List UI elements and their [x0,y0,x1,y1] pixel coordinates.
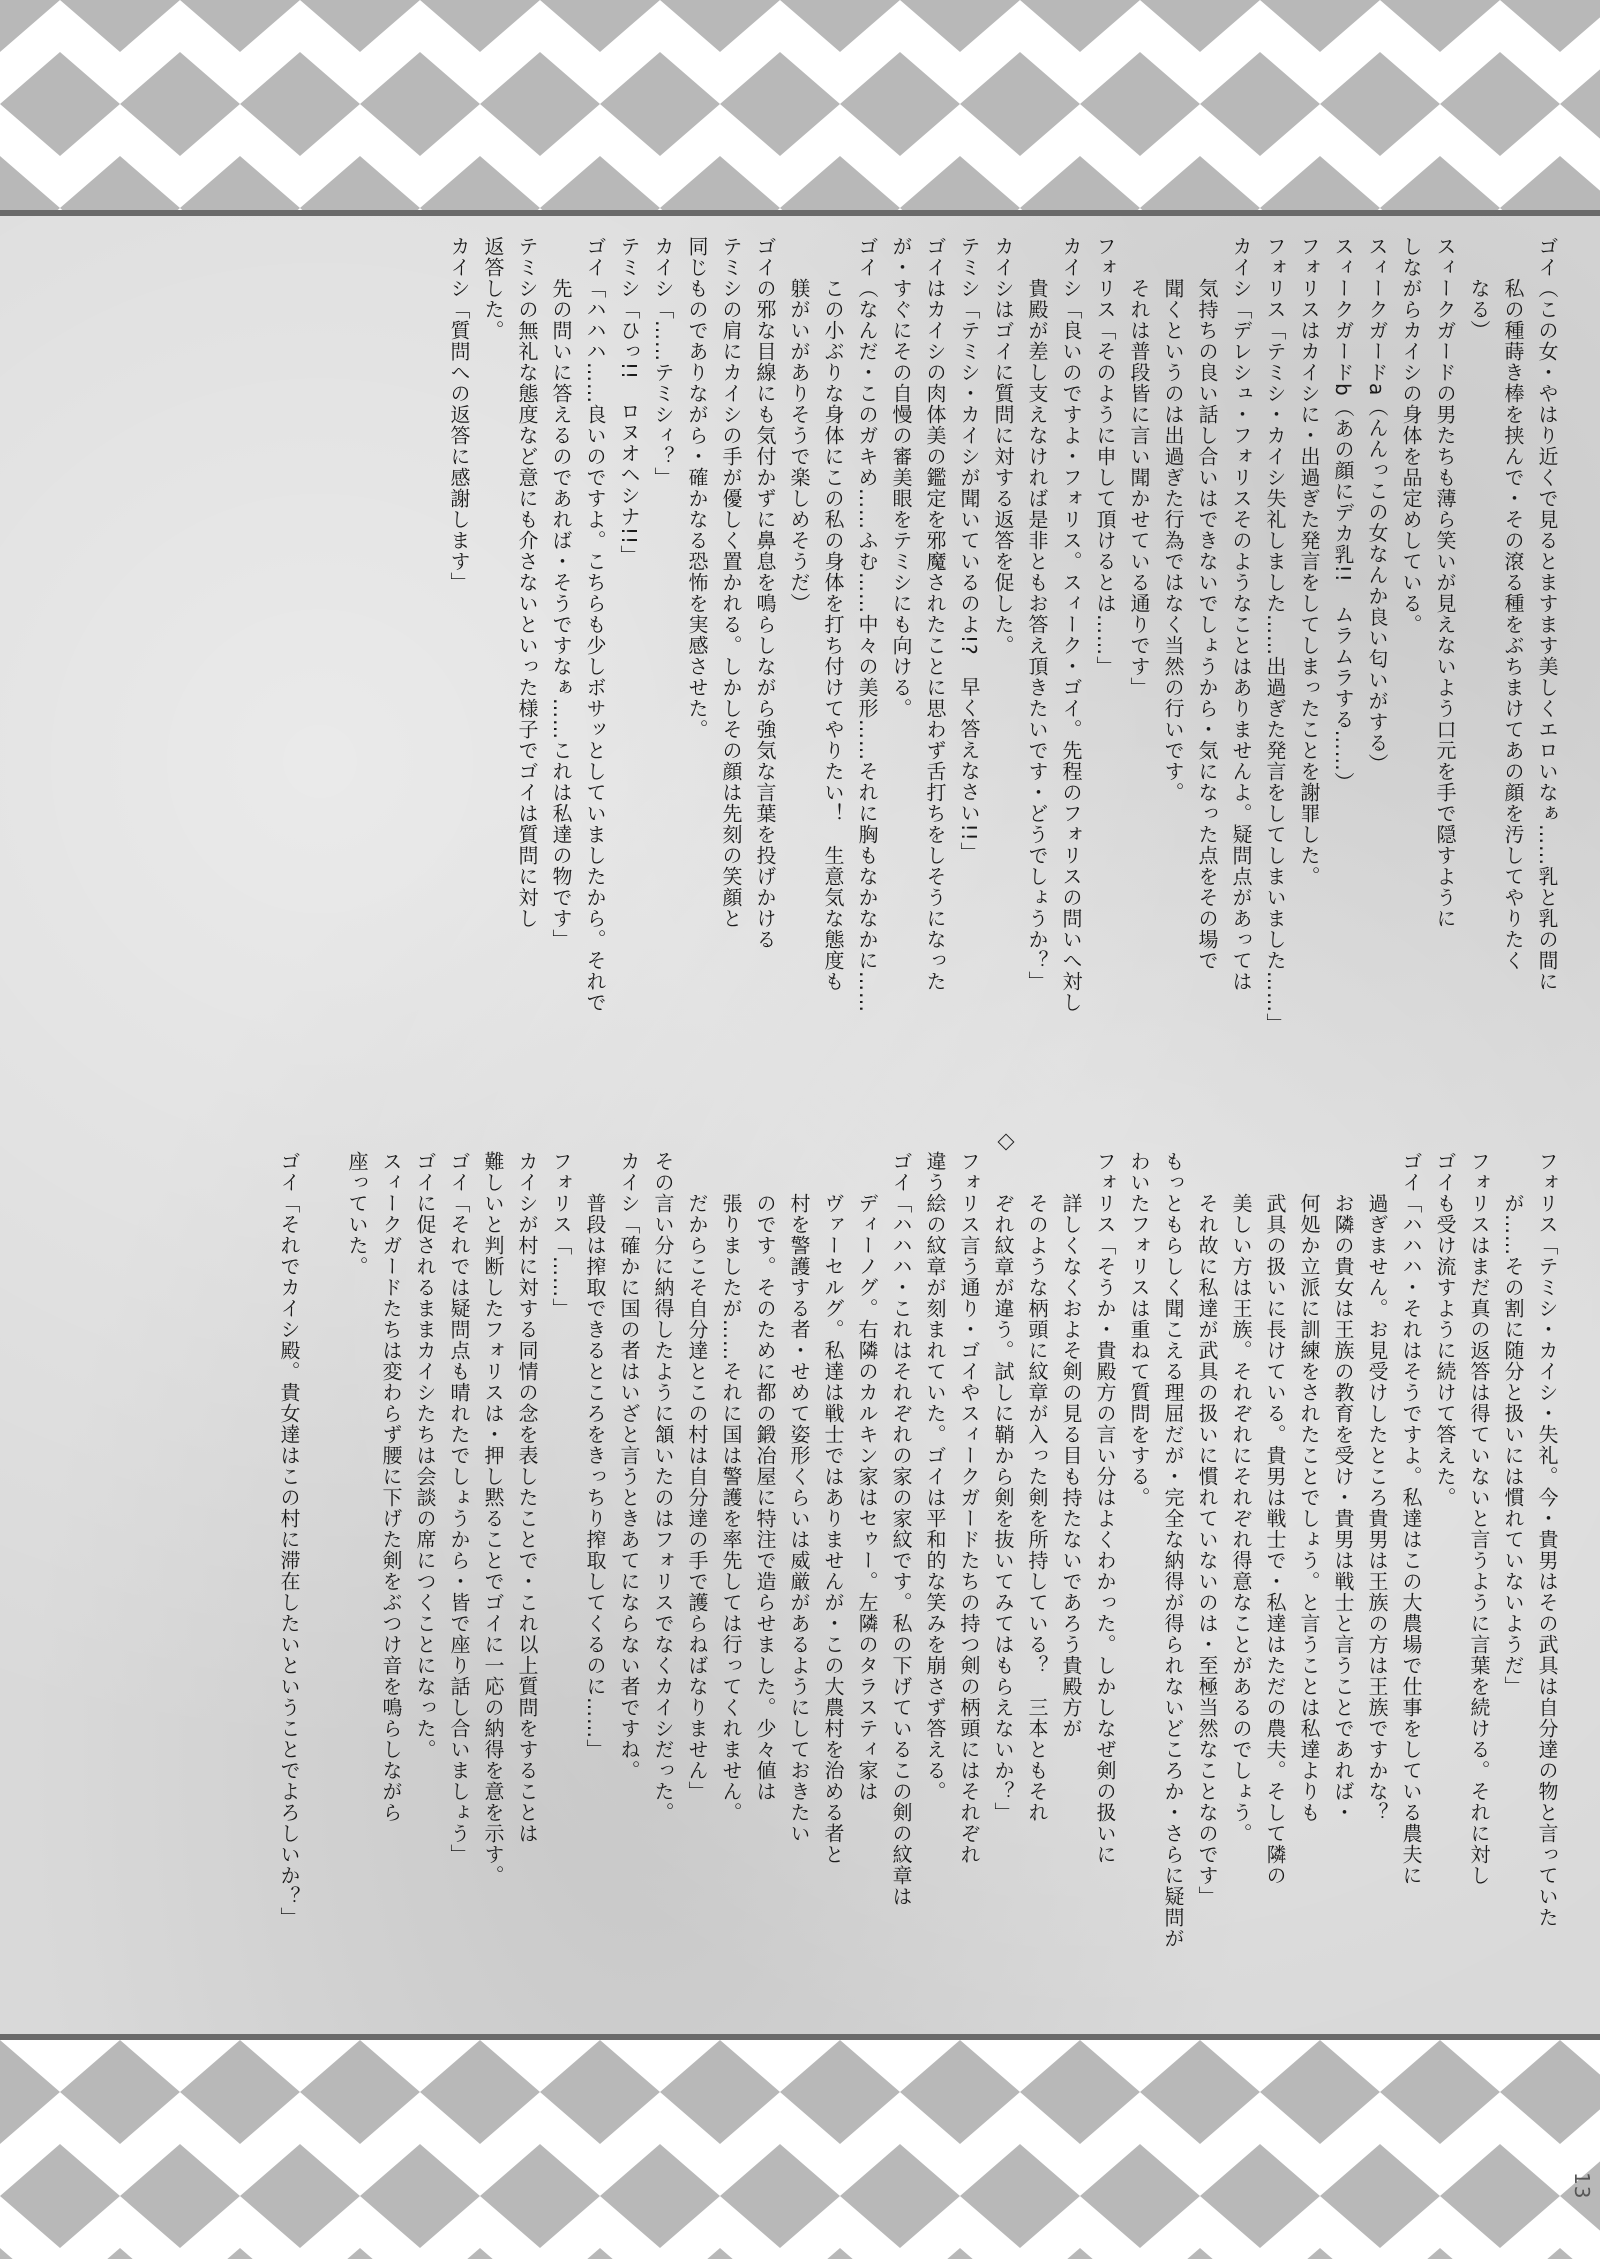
story-text-upper: ゴイ（この女・やはり近くで見るとますます美しくエロいなぁ……乳と乳の間に 私の種蒔き棒を挟んで・その滾る種をぶちまけてあの顔を汚してやりたく なる） スィークガードの男たちも薄ら笑いが見えないよう口元を手で隠すように しながらカイシの身体を品定めしている。 スィークガードa（んんっこの女なんか良い匂いがする） スィークガードb（あの顔にデカ乳!! ムラムラする……） フォリスはカイシに・出過ぎた発言をしてしまったことを謝罪した。 フォリス「テミシ・カイシ失礼しました……出過ぎた発言をしてしまいました……」 カイシ「デレシュ・フォリスそのようなことはありませんよ。疑問点があっては 気持ちの良い話し合いはできないでしょうから・気になった点をその場で 聞くというのは出過ぎた行為ではなく当然の行いです。 それは普段皆に言い聞かせている通りです」 フォリス「そのように申して頂けるとは……」 カイシ「良いのですよ・フォリス。スィーク・ゴイ。先程のフォリスの問いへ対し 貴殿が差し支えなければ是非ともお答え頂きたいです・どうでしょうか？」 カイシはゴイに質問に対する返答を促した。 テミシ「テミシ・カイシが聞いているのよ!? 早く答えなさい!!」 ゴイはカイシの肉体美の鑑定を邪魔されたことに思わず舌打ちをしそうになった が・すぐにその自慢の審美眼をテミシにも向ける。 ゴイ（なんだ・このガキめ……ふむ……中々の美形……それに胸もなかなかに…… この小ぶりな身体にこの私の身体を打ち付けてやりたい！ 生意気な態度も 躾がいがありそうで楽しめそうだ） ゴイの邪な目線にも気付かずに鼻息を鳴らしながら強気な言葉を投げかける テミシの肩にカイシの手が優しく置かれる。しかしその顔は先刻の笑顔と 同じものでありながら・確かなる恐怖を実感させた。 カイシ「……テミシィ？」 テミシ「ひっ!! ロヌオヘシナ!!」 ゴイ「ハハハ……良いのですよ。こちらも少しボサッとしていましたから。それで 先の問いに答えるのであれば・そうですなぁ……これは私達の物です」 テミシの無礼な態度など意にも介さないといった様子でゴイは質問に対し 返答した。 カイシ「質問への返答に感謝します」 [447,236,1559,1034]
story-text-lower: フォリス「テミシ・カイシ・失礼。今・貴男はその武具は自分達の物と言っていた が……その割に随分と扱いには慣れていないようだ」 フォリスはまだ真の返答は得ていないと言うように言葉を続ける。それに対し ゴイも受け流すように続けて答えた。 ゴイ「ハハハ・それはそうですよ。私達はこの大農場で仕事をしている農夫に 過ぎません。お見受けしたところ貴男は王族の方は王族ですかな？ お隣の貴女は王族の教育を受け・貴男は戦士と言うことであれば・ 何処か立派に訓練をされたことでしょう。と言うことは私達よりも 武具の扱いに長けている。貴男は戦士で・私達はただの農夫。そして隣の 美しい方は王族。それぞれにそれぞれ得意なことがあるのでしょう。 それ故に私達が武具の扱いに慣れていないのは・至極当然なことなのです」 もっともらしく聞こえる理屈だが・完全な納得が得られないどころか・さらに疑問が わいたフォリスは重ねて質問をする。 フォリス「そうか・貴殿方の言い分はよくわかった。しかしなぜ剣の扱いに 詳しくなくおよそ剣の見る目も持たないであろう貴殿方が そのような柄頭に紋章が入った剣を所持している？ 三本ともそれ ぞれ紋章が違う。試しに鞘から剣を抜いてみてはもらえないか？」 フォリス言う通り・ゴイやスィークガードたちの持つ剣の柄頭にはそれぞれ 違う絵の紋章が刻まれていた。ゴイは平和的な笑みを崩さず答える。 ゴイ「ハハハ・これはそれぞれの家の家紋です。私の下げているこの剣の紋章は ディーノグ。右隣のカルキン家はセゥー。左隣のタラスティ家は ヴァーセルグ。私達は戦士ではありませんが・この大農村を治める者と 村を警護する者・せめて姿形くらいは威厳があるようにしておきたい のです。そのために都の鍛冶屋に特注で造らせました。少々値は 張りましたが……それに国は警護を率先しては行ってくれません。 だからこそ自分達とこの村は自分達の手で護らねばなりません」 その言い分に納得したように頷いたのはフォリスでなくカイシだった。 カイシ「確かに国の者はいざと言うときあてにならない者ですね。 普段は搾取できるところをきっちり搾取してくるのに……」 フォリス「……」 カイシが村に対する同情の念を表したことで・これ以上質問をすることは 難しいと判断したフォリスは・押し黙ることでゴイに一応の納得を意を示す。 ゴイ「それでは疑問点も晴れたでしょうから・皆で座り話し合いましょう」 ゴイに促されるままカイシたちは会談の席につくことになった。 スィークガードたちは変わらず腰に下げた剣をぶつけ音を鳴らしながら 座っていた。 ゴイ「それでカイシ殿。貴女達はこの村に滞在したいということでよろしいか？」 [277,1151,1559,1949]
text-panel [0,210,1600,2040]
page-number: 13 [1570,2171,1594,2199]
bottom-harlequin-border [0,2040,1600,2259]
top-harlequin-border [0,0,1600,210]
section-separator-diamond-icon [998,1134,1015,1151]
